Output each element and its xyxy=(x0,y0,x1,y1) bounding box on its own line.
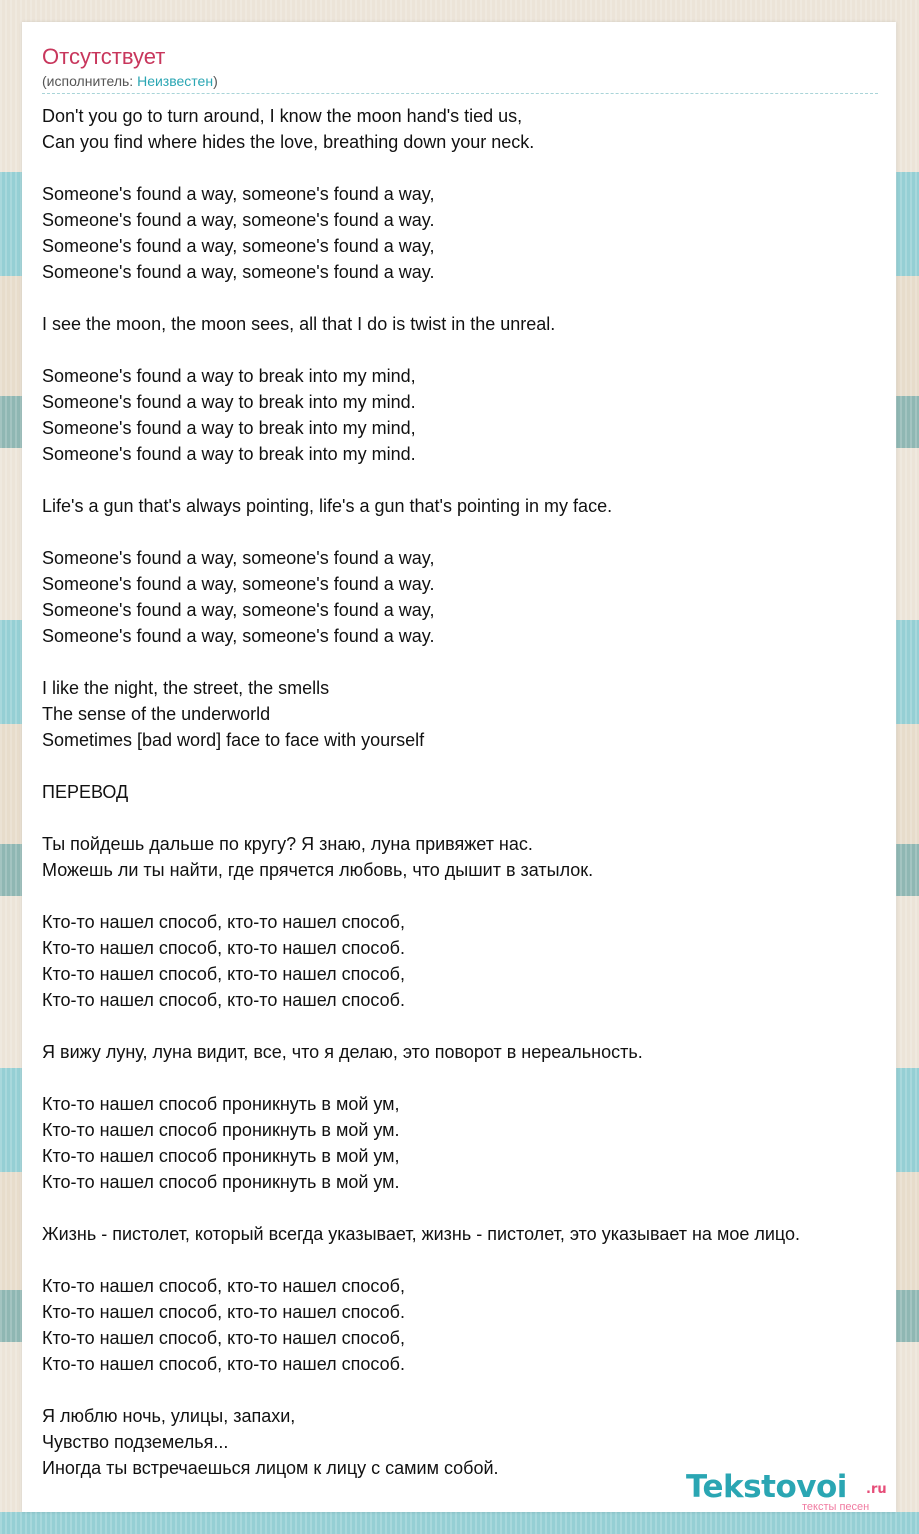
lyric-line: Don't you go to turn around, I know the moon hand's tied us, xyxy=(42,106,523,126)
lyric-line: Кто-то нашел способ проникнуть в мой ум, xyxy=(42,1146,400,1166)
stanza-break xyxy=(42,649,800,675)
lyric-line: Кто-то нашел способ, кто-то нашел способ. xyxy=(42,990,405,1010)
lyric-line: Кто-то нашел способ, кто-то нашел способ. xyxy=(42,1302,405,1322)
lyric-line: ПЕРЕВОД xyxy=(42,782,129,802)
lyric-line: Ты пойдешь дальше по кругу? Я знаю, луна привяжет нас. xyxy=(42,834,533,854)
lyric-line: Someone's found a way to break into my mind. xyxy=(42,392,416,412)
lyric-line: Кто-то нашел способ, кто-то нашел способ. xyxy=(42,1354,405,1374)
stanza-break xyxy=(42,1013,800,1039)
lyric-line: I like the night, the street, the smells xyxy=(42,678,330,698)
lyric-line: Someone's found a way to break into my mind. xyxy=(42,444,416,464)
stanza-break xyxy=(42,1377,800,1403)
site-logo[interactable] xyxy=(686,1469,896,1513)
lyric-line: Кто-то нашел способ проникнуть в мой ум. xyxy=(42,1172,400,1192)
lyric-line: Can you find where hides the love, breathing down your neck. xyxy=(42,132,535,152)
lyric-line: Жизнь - пистолет, который всегда указывает, жизнь - пистолет, это указывает на мое лицо. xyxy=(42,1224,801,1244)
stanza-break xyxy=(42,1195,800,1221)
lyrics-text xyxy=(42,103,800,1481)
lyric-line: Someone's found a way, someone's found a way. xyxy=(42,262,435,282)
stanza-break xyxy=(42,519,800,545)
lyric-line: Someone's found a way to break into my mind, xyxy=(42,366,416,386)
lyric-line: Кто-то нашел способ, кто-то нашел способ. xyxy=(42,938,405,958)
stanza-break xyxy=(42,1247,800,1273)
stanza-break xyxy=(42,337,800,363)
lyric-line: Someone's found a way to break into my mind, xyxy=(42,418,416,438)
lyric-line: I see the moon, the moon sees, all that I do is twist in the unreal. xyxy=(42,314,556,334)
lyrics-card xyxy=(22,22,896,1512)
lyric-line: Иногда ты встречаешься лицом к лицу с самим собой. xyxy=(42,1458,499,1478)
stanza-break xyxy=(42,155,800,181)
stanza-break xyxy=(42,1065,800,1091)
lyric-line: Кто-то нашел способ проникнуть в мой ум. xyxy=(42,1120,400,1140)
lyric-line: Можешь ли ты найти, где прячется любовь, что дышит в затылок. xyxy=(42,860,594,880)
logo-tagline: тексты песен xyxy=(802,1501,870,1513)
lyric-line: Someone's found a way, someone's found a way. xyxy=(42,210,435,230)
lyric-line: Someone's found a way, someone's found a way, xyxy=(42,184,435,204)
stanza-break xyxy=(42,883,800,909)
lyric-line: Я люблю ночь, улицы, запахи, xyxy=(42,1406,296,1426)
song-title: Отсутствует xyxy=(42,44,166,69)
lyric-line: Someone's found a way, someone's found a way, xyxy=(42,600,435,620)
stanza-break xyxy=(42,805,800,831)
lyric-line: Someone's found a way, someone's found a way, xyxy=(42,236,435,256)
lyric-line: Someone's found a way, someone's found a way. xyxy=(42,574,435,594)
lyric-line: Кто-то нашел способ, кто-то нашел способ, xyxy=(42,912,405,932)
lyric-line: Life's a gun that's always pointing, life's a gun that's pointing in my face. xyxy=(42,496,613,516)
stanza-break xyxy=(42,753,800,779)
logo-domain: .ru xyxy=(866,1482,887,1497)
lyric-line: Кто-то нашел способ, кто-то нашел способ, xyxy=(42,964,405,984)
lyric-line: Кто-то нашел способ, кто-то нашел способ, xyxy=(42,1328,405,1348)
lyric-line: The sense of the underworld xyxy=(42,704,271,724)
artist-suffix: ) xyxy=(213,73,218,89)
lyric-line: Чувство подземелья... xyxy=(42,1432,229,1452)
logo-wordmark: Tekstovoi xyxy=(686,1469,847,1505)
lyric-line: Someone's found a way, someone's found a way. xyxy=(42,626,435,646)
lyric-line: Я вижу луну, луна видит, все, что я делаю, это поворот в нереальность. xyxy=(42,1042,643,1062)
artist-prefix: (исполнитель: xyxy=(42,73,138,89)
lyric-line: Sometimes [bad word] face to face with yourself xyxy=(42,730,425,750)
stanza-break xyxy=(42,467,800,493)
artist-link[interactable]: Неизвестен xyxy=(137,73,214,89)
lyric-line: Someone's found a way, someone's found a way, xyxy=(42,548,435,568)
stanza-break xyxy=(42,285,800,311)
lyric-line: Кто-то нашел способ, кто-то нашел способ, xyxy=(42,1276,405,1296)
artist-line xyxy=(42,72,878,94)
lyric-line: Кто-то нашел способ проникнуть в мой ум, xyxy=(42,1094,400,1114)
